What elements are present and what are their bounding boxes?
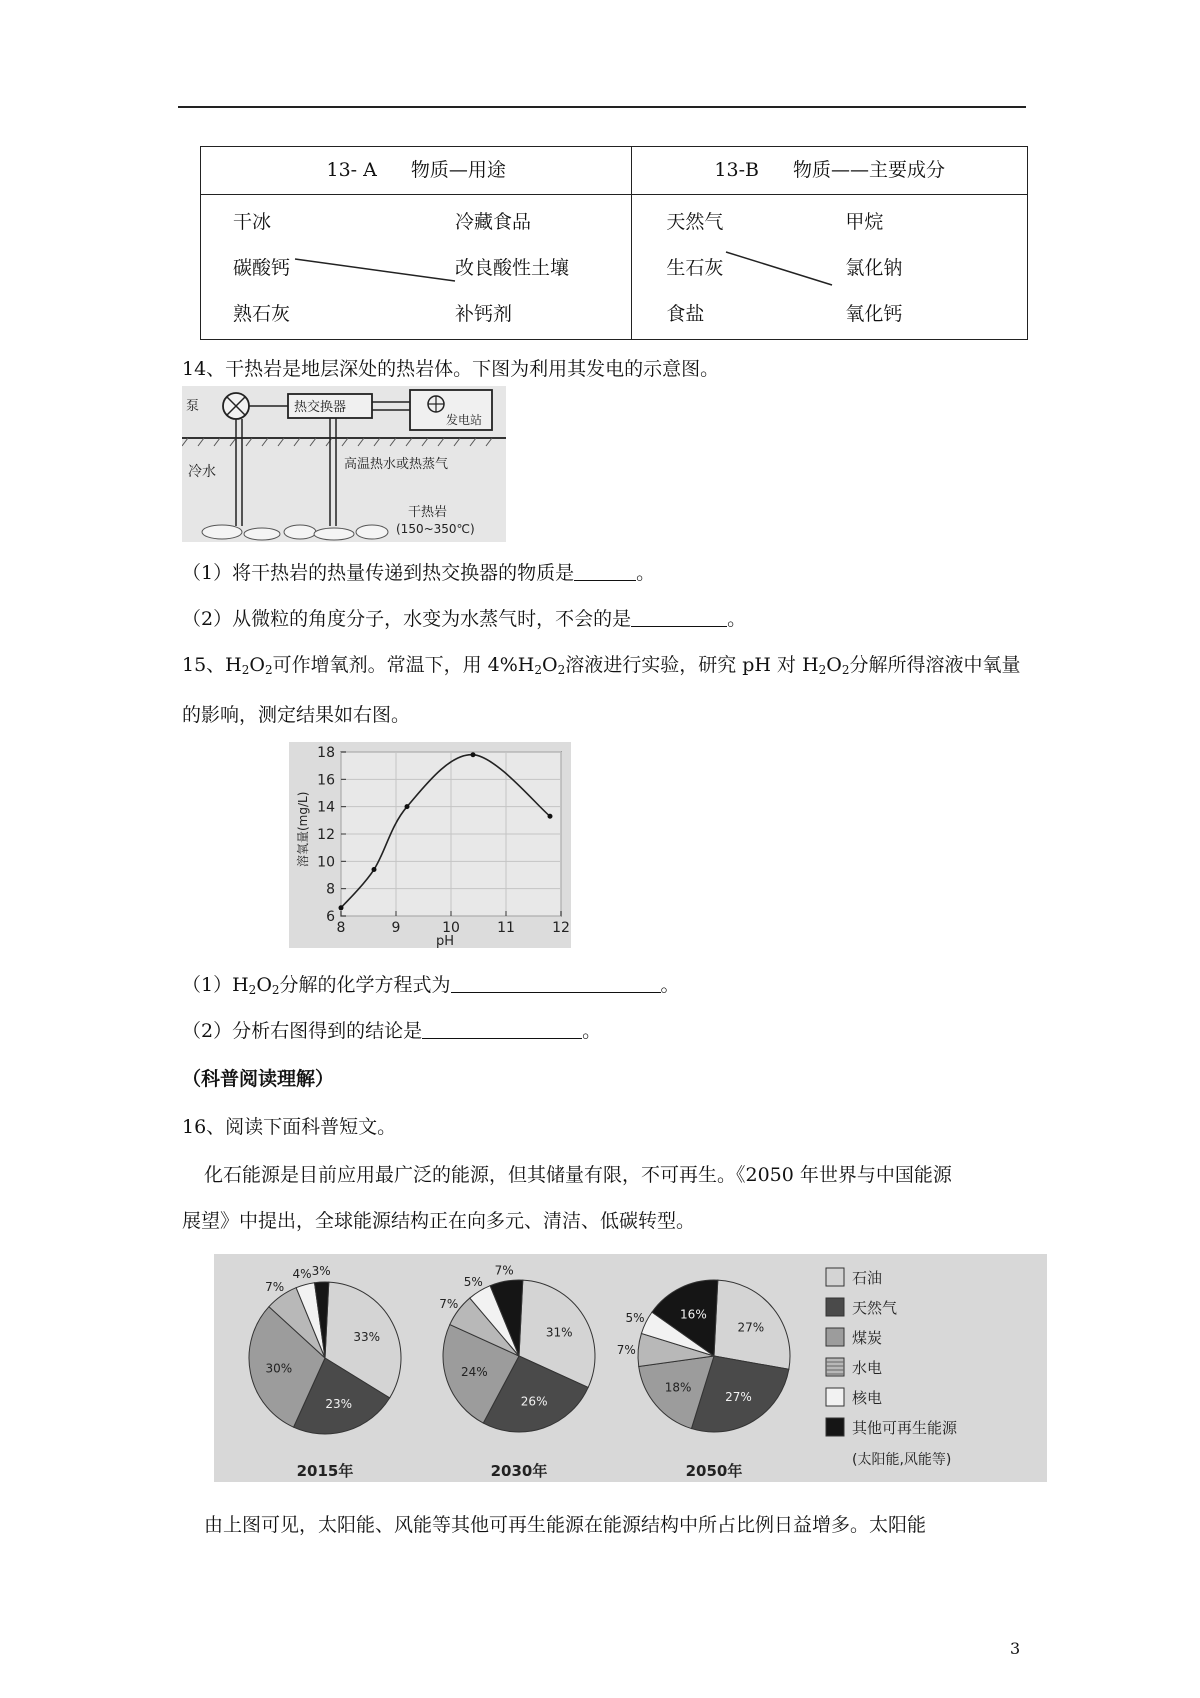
rock-label: 干热岩 — [408, 505, 448, 520]
chart-ytick-label: 6 — [326, 909, 335, 925]
chart-point — [339, 905, 344, 910]
part-a-right-3: 补钙剂 — [455, 303, 513, 325]
q14-sub1-end: 。 — [636, 562, 656, 584]
legend-label: 石油 — [852, 1269, 883, 1287]
rock-temp-label: (150~350℃) — [396, 522, 475, 536]
exchanger-label: 热交换器 — [294, 400, 347, 415]
pie-year-label: 2030年 — [490, 1462, 548, 1480]
cold-water-label: 冷水 — [188, 464, 216, 480]
legend-swatch — [826, 1328, 844, 1346]
q15-stem-line2: 的影响，测定结果如右图。 — [182, 704, 411, 726]
pie-label: 31% — [545, 1325, 573, 1340]
q15-sub2 — [182, 1016, 601, 1043]
station-label: 发电站 — [446, 413, 483, 427]
legend-label: 水电 — [852, 1359, 883, 1377]
q15-stem-c: 可作增氧剂。常温下，用 4%H — [272, 654, 535, 676]
part-a-right-2: 改良酸性土壤 — [455, 257, 570, 279]
q15-stem-g: 分解所得溶液中氧量 — [849, 654, 1021, 676]
q16-para1-line2: 展望》中提出，全球能源结构正在向多元、清洁、低碳转型。 — [182, 1210, 696, 1232]
pie-label: 23% — [325, 1397, 353, 1412]
q14-sub2-end: 。 — [727, 608, 747, 630]
q15-sub2-end: 。 — [582, 1020, 602, 1042]
pie-label: 18% — [664, 1380, 692, 1395]
q15-sub1-c: 分解的化学方程式为 — [279, 974, 451, 996]
q14-sub2-blank[interactable] — [631, 608, 727, 627]
chart-xtick-label: 8 — [336, 920, 346, 936]
pie-year-label: 2015年 — [296, 1462, 354, 1480]
part-b-right-1: 甲烷 — [845, 211, 884, 233]
section-heading: （科普阅读理解） — [182, 1068, 335, 1090]
table-part-b — [632, 147, 1027, 339]
legend-label-note: (太阳能,风能等) — [852, 1452, 952, 1468]
q16-stem: 16、阅读下面科普短文。 — [182, 1116, 397, 1138]
part-b-left-2: 生石灰 — [666, 257, 724, 279]
part-a-left-3: 熟石灰 — [233, 303, 291, 325]
part-a-title: 物质—用途 — [410, 159, 506, 181]
chart-ytick-label: 8 — [326, 881, 335, 898]
q15-stem-e: 溶液进行实验，研究 pH 对 H — [565, 654, 819, 676]
q15-sub-2d: 2 — [557, 663, 566, 677]
pie-label: 26% — [520, 1394, 548, 1409]
q14-stem: 14、干热岩是地层深处的热岩体。下图为利用其发电的示意图。 — [182, 358, 720, 380]
part-a-label: 13- A — [326, 159, 377, 181]
pie-label: 5% — [463, 1274, 483, 1289]
chart-xtick-label: 10 — [442, 920, 460, 936]
chart-ytick-label: 16 — [317, 772, 335, 789]
q14-sub2-text: （2）从微粒的角度分子，水变为水蒸气时，不会的是 — [182, 608, 632, 630]
pump-label: 泵 — [186, 399, 200, 414]
part-b-left-3: 食盐 — [666, 303, 705, 325]
pie-label: 7% — [616, 1342, 636, 1357]
pie-label: 3% — [311, 1264, 331, 1279]
q15-sub-2a: 2 — [241, 663, 250, 677]
pie-label: 5% — [625, 1311, 645, 1326]
part-a-connector-line — [201, 147, 631, 341]
legend-label: 天然气 — [852, 1299, 898, 1317]
q14-sub1-text: （1）将干热岩的热量传递到热交换器的物质是 — [182, 562, 575, 584]
legend-label: 核电 — [852, 1389, 883, 1407]
legend-swatch — [826, 1298, 844, 1316]
do-ph-chart — [289, 742, 571, 948]
pie-label: 7% — [494, 1263, 514, 1278]
chart-ylabel: 溶氧量(mg/L) — [296, 791, 310, 867]
part-a-left-2: 碳酸钙 — [233, 257, 291, 279]
table-part-a — [201, 147, 631, 339]
pie-label: 16% — [680, 1307, 707, 1322]
q15-sub-2f: 2 — [841, 663, 850, 677]
chart-ytick-label: 10 — [317, 854, 335, 871]
chart-point — [471, 752, 476, 757]
q15-sub2-text: （2）分析右图得到的结论是 — [182, 1020, 423, 1042]
pie-label: 4% — [292, 1267, 312, 1282]
chart-point — [405, 804, 410, 809]
q15-sub1-end: 。 — [660, 974, 680, 996]
part-a-left-1: 干冰 — [233, 211, 272, 233]
q15-sub-2c: 2 — [534, 663, 543, 677]
part-a-right-1: 冷藏食品 — [455, 211, 532, 233]
chart-ytick-label: 14 — [317, 799, 335, 816]
q15-stem-a: 15、H — [182, 654, 242, 676]
q16-para1-line1: 化石能源是目前应用最广泛的能源，但其储量有限，不可再生。《2050 年世界与中国能源 — [204, 1164, 952, 1186]
chart-point — [548, 814, 553, 819]
part-b-left-1: 天然气 — [666, 211, 724, 233]
hot-water-label: 高温热水或热蒸气 — [344, 457, 449, 472]
part-b-label: 13-B — [714, 159, 759, 181]
q15-stem-f: O — [826, 654, 842, 676]
chart-ytick-label: 12 — [317, 827, 335, 843]
chart-xtick-label: 11 — [497, 920, 515, 936]
chart-xlabel: pH — [435, 934, 455, 948]
q15-sub1 — [182, 970, 680, 997]
header-rule — [178, 106, 1026, 108]
energy-pie-figure — [214, 1254, 1047, 1482]
pie-label: 33% — [353, 1330, 381, 1345]
q15-sub-2b: 2 — [264, 663, 273, 677]
q15-sub1-a: （1）H — [182, 974, 249, 996]
legend-label: 其他可再生能源 — [852, 1419, 958, 1437]
part-b-connector-line — [632, 147, 1026, 341]
chart-ytick-label: 18 — [317, 745, 335, 761]
q15-sub1-blank[interactable] — [451, 974, 661, 993]
q15-stem-line1 — [182, 650, 1021, 677]
q15-sub1-2b: 2 — [271, 983, 280, 997]
pie-year-label: 2050年 — [685, 1462, 743, 1480]
chart-xtick-label: 9 — [391, 920, 401, 936]
q16-para2: 由上图可见，太阳能、风能等其他可再生能源在能源结构中所占比例日益增多。太阳能 — [204, 1514, 927, 1536]
matching-table — [200, 146, 1028, 340]
q14-sub2 — [182, 604, 746, 631]
legend-label: 煤炭 — [852, 1329, 883, 1347]
legend-swatch — [826, 1388, 844, 1406]
legend-swatch — [826, 1418, 844, 1436]
pie-label: 30% — [265, 1361, 293, 1376]
part-b-title: 物质——主要成分 — [793, 159, 946, 181]
pie-label: 24% — [461, 1365, 488, 1380]
pie-label: 7% — [265, 1279, 285, 1294]
q15-sub2-blank[interactable] — [422, 1020, 582, 1039]
legend-swatch — [826, 1358, 844, 1376]
q15-sub-2e: 2 — [818, 663, 827, 677]
pie-label: 27% — [737, 1320, 765, 1335]
q15-sub1-b: O — [256, 974, 272, 996]
dry-hot-rock-diagram — [182, 386, 506, 542]
pie-label: 7% — [439, 1296, 459, 1311]
pie-label: 27% — [725, 1390, 752, 1405]
page-number: 3 — [1010, 1639, 1021, 1658]
q15-stem-b: O — [249, 654, 265, 676]
q14-sub1-blank[interactable] — [574, 562, 636, 581]
q14-sub1 — [182, 558, 655, 585]
q15-stem-d: O — [542, 654, 558, 676]
part-b-right-3: 氧化钙 — [845, 303, 903, 325]
legend-swatch — [826, 1268, 844, 1286]
q15-sub1-2a: 2 — [248, 983, 257, 997]
chart-xtick-label: 12 — [552, 920, 570, 936]
chart-point — [372, 867, 377, 872]
part-b-right-2: 氯化钠 — [845, 257, 903, 279]
